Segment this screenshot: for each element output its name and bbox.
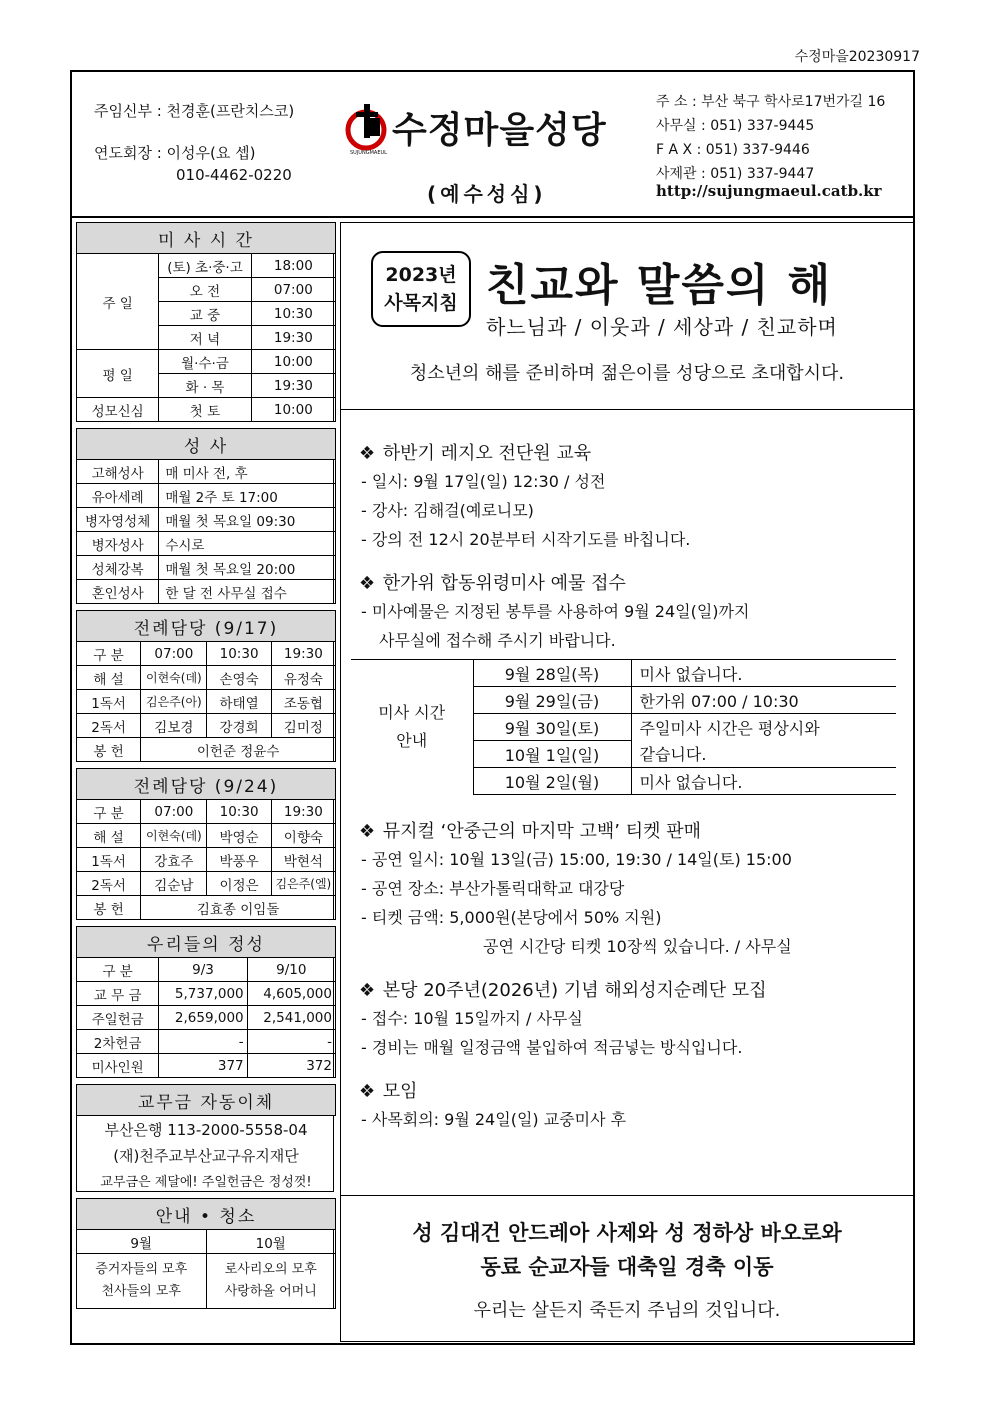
col-header: 07:00 [141, 800, 207, 824]
feast-subtitle: (예수성심) [427, 182, 547, 206]
person: 이현숙(데) [141, 824, 207, 848]
role: 2독서 [77, 872, 141, 896]
sep-groups [77, 1254, 207, 1309]
role: 1독서 [77, 848, 141, 872]
feast-line: 성 김대건 안드레아 사제와 성 정하상 바오로와 [412, 1220, 842, 1245]
cleaning-block [76, 1198, 334, 1309]
mass-time: 07:00 [251, 278, 335, 302]
col-header: 19:30 [271, 800, 335, 824]
bulletin-header [72, 72, 913, 218]
sacrament-desc: 매월 첫 목요일 09:30 [159, 508, 336, 532]
notice-line: - 접수: 10월 15일까지 / 사무실 [361, 1009, 583, 1028]
offering-persons: 이헌준 정윤수 [141, 738, 336, 762]
person: 강경희 [207, 714, 271, 738]
council-label: 연도회장 : 이성우(요 셉) [94, 144, 256, 162]
notice-line: 공연 시간당 티켓 10장씩 있습니다. / 사무실 [483, 937, 792, 956]
notice-title-text: 한가위 합동위령미사 예물 접수 [382, 573, 626, 594]
notice-musical-title [359, 817, 904, 843]
notice-title-text: 모임 [382, 1081, 418, 1102]
pastoral-banner [341, 223, 913, 410]
bullet-icon: ❖ [359, 443, 376, 464]
schedule-note: 미사 없습니다. [631, 768, 896, 795]
pastoral-badge [371, 251, 471, 327]
bullet-icon: ❖ [359, 821, 376, 842]
amount: 2,541,000 [247, 1006, 335, 1030]
notice-line: - 사목회의: 9월 24일(일) 교중미사 후 [361, 1110, 627, 1129]
sacrament-desc: 매 미사 전, 후 [159, 460, 336, 484]
mass-day: 첫 토 [159, 398, 251, 422]
mass-schedule-table [351, 659, 896, 795]
group-name: 천사들의 모후 [101, 1284, 181, 1299]
sacrament-name: 병자영성체 [77, 508, 159, 532]
sacrament-desc: 한 달 전 사무실 접수 [159, 580, 336, 604]
amount: 377 [159, 1054, 247, 1078]
council-phone: 010-4462-0220 [176, 166, 292, 184]
role: 1독서 [77, 690, 141, 714]
liturgy-0917-title: 전례담당 (9/17) [77, 611, 336, 642]
sacrament-desc: 매월 2주 토 17:00 [159, 484, 336, 508]
church-logo-icon [344, 98, 388, 154]
role: 봉 헌 [77, 896, 141, 920]
notice-chuseok-title [359, 569, 904, 595]
person: 유정숙 [271, 666, 335, 690]
auto-transfer-block [76, 1084, 334, 1192]
header-staff [94, 100, 294, 186]
notice-title-text: 본당 20주년(2026년) 기념 해외성지순례단 모집 [382, 980, 767, 1001]
schedule-date: 10월 1일(일) [473, 741, 631, 768]
notice-line: - 강사: 김해걸(예로니모) [361, 501, 534, 520]
mass-times-block [76, 222, 334, 422]
notice-line: - 일시: 9월 17일(일) 12:30 / 성전 [361, 472, 606, 491]
col-header: 07:00 [141, 642, 207, 666]
sidebar [76, 222, 334, 1315]
month-header: 9월 [77, 1230, 207, 1254]
col-header: 9/3 [159, 958, 247, 982]
feast-footer [341, 1195, 913, 1342]
month-header: 10월 [206, 1230, 336, 1254]
transfer-note: 교무금은 제달에! 주일헌금은 정성껏! [100, 1174, 312, 1190]
bullet-icon: ❖ [359, 573, 376, 594]
col-header: 10:30 [207, 642, 271, 666]
notices [359, 429, 904, 1138]
badge-year: 2023년 [385, 264, 457, 286]
col-header: 10:30 [207, 800, 271, 824]
mass-day: 화 · 목 [159, 374, 251, 398]
person: 박현석 [271, 848, 335, 872]
mass-day: 월·수·금 [159, 350, 251, 374]
schedule-note: 주일미사 시간은 평상시와 [639, 718, 820, 738]
notice-title-text: 하반기 레지오 전단원 교육 [382, 443, 592, 464]
offerings-title: 우리들의 정성 [77, 927, 336, 958]
offering-type: 2차헌금 [77, 1030, 159, 1054]
person: 손영숙 [207, 666, 271, 690]
notice-meeting-title [359, 1077, 904, 1103]
person: 김은주(아) [141, 690, 207, 714]
feast-title [341, 1216, 913, 1284]
notice-line: - 티켓 금액: 5,000원(본당에서 50% 지원) [361, 908, 662, 927]
amount: 4,605,000 [247, 982, 335, 1006]
schedule-note: 같습니다. [631, 741, 896, 768]
role: 해 설 [77, 666, 141, 690]
oct-groups [206, 1254, 336, 1309]
sacraments-title: 성 사 [77, 429, 336, 460]
mass-time: 19:30 [251, 374, 335, 398]
notice-line: - 공연 장소: 부산가톨릭대학교 대강당 [361, 879, 625, 898]
mass-time: 18:00 [251, 254, 335, 278]
schedule-date: 10월 2일(월) [473, 768, 631, 795]
label-line: 미사 시간 [378, 703, 446, 723]
schedule-date: 9월 28일(목) [473, 660, 631, 687]
schedule-date: 9월 30일(토) [473, 714, 631, 741]
notice-line: - 경비는 매월 일정금액 불입하여 적금넣는 방식입니다. [361, 1038, 743, 1057]
website-link[interactable]: http://sujungmaeul.catb.kr [656, 182, 882, 200]
person: 하태열 [207, 690, 271, 714]
person: 김순남 [141, 872, 207, 896]
feast-quote: 우리는 살든지 죽든지 주님의 것입니다. [473, 1300, 781, 1321]
notice-line: - 미사예물은 지정된 봉투를 사용하여 9월 24일(일)까지 [361, 602, 750, 621]
person: 김은주(엘) [271, 872, 335, 896]
banner-message: 청소년의 해를 준비하며 젊은이를 성당으로 초대합시다. [409, 363, 845, 384]
amount: - [159, 1030, 247, 1054]
header-contacts [656, 90, 885, 186]
sacraments-block [76, 428, 334, 604]
bulletin-frame [70, 70, 915, 1345]
feast-line: 동료 순교자들 대축일 경축 이동 [480, 1254, 774, 1279]
group-name: 로사리오의 모후 [224, 1262, 317, 1277]
mass-schedule-label [351, 660, 473, 795]
offering-persons: 김효종 이임돌 [141, 896, 336, 920]
mass-time: 19:30 [251, 326, 335, 350]
col-header: 구 분 [77, 800, 141, 824]
bullet-icon: ❖ [359, 980, 376, 1001]
person: 박풍우 [207, 848, 271, 872]
church-logo [344, 98, 644, 158]
notice-line: 사무실에 접수해 주시기 바랍니다. [379, 631, 616, 650]
auto-transfer-title: 교무금 자동이체 [77, 1085, 336, 1116]
notice-pilgrimage-title [359, 976, 904, 1002]
amount: 5,737,000 [159, 982, 247, 1006]
mass-day: 오 전 [159, 278, 251, 302]
main-content [340, 222, 914, 1342]
role: 해 설 [77, 824, 141, 848]
person: 이향숙 [271, 824, 335, 848]
mass-day: (토) 초·중·고 [159, 254, 251, 278]
sacrament-desc: 매월 첫 목요일 20:00 [159, 556, 336, 580]
group-name: 증거자들의 모후 [95, 1262, 188, 1277]
mass-time: 10:30 [251, 302, 335, 326]
sacrament-name: 고해성사 [77, 460, 159, 484]
person: 김보경 [141, 714, 207, 738]
logo-caption: SUJUNGMAEUL [350, 150, 387, 156]
col-header: 구 분 [77, 642, 141, 666]
person: 박영순 [207, 824, 271, 848]
notice-line: - 공연 일시: 10월 13일(금) 15:00, 19:30 / 14일(토) 15:00 [361, 850, 792, 869]
notice-title-text: 뮤지컬 ‘안중근의 마지막 고백’ 티켓 판매 [382, 821, 701, 842]
document-id: 수정마을20230917 [794, 49, 920, 65]
banner-subtitle: 하느님과 / 이웃과 / 세상과 / 친교하며 [486, 315, 838, 339]
liturgy-0924-block [76, 768, 334, 920]
role: 봉 헌 [77, 738, 141, 762]
church-name: 수정마을성당 [392, 110, 607, 151]
pastor-label: 주임신부 : 천경훈(프란치스코) [94, 102, 295, 120]
schedule-note: 미사 없습니다. [631, 660, 896, 687]
badge-text: 사목지침 [384, 292, 458, 314]
sunday-label: 주 일 [77, 254, 159, 350]
address: 주 소 : 부산 북구 학사로17번가길 16 [656, 94, 886, 110]
amount: 372 [247, 1054, 335, 1078]
person: 이정은 [207, 872, 271, 896]
person: 강효주 [141, 848, 207, 872]
col-header: 구 분 [77, 958, 159, 982]
liturgy-0924-title: 전례담당 (9/24) [77, 769, 336, 800]
mass-time: 10:00 [251, 350, 335, 374]
sacrament-name: 혼인성사 [77, 580, 159, 604]
mass-time: 10:00 [251, 398, 335, 422]
fax: F A X : 051) 337-9446 [656, 142, 810, 158]
mass-day: 저 녁 [159, 326, 251, 350]
label-line: 안내 [396, 731, 428, 751]
col-header: 19:30 [271, 642, 335, 666]
person: 조동협 [271, 690, 335, 714]
marian-label: 성모신심 [77, 398, 159, 422]
notice-line: - 강의 전 12시 20분부터 시작기도를 바칩니다. [361, 530, 691, 549]
sacrament-name: 병자성사 [77, 532, 159, 556]
office-phone: 사무실 : 051) 337-9445 [656, 118, 815, 134]
person: 김미정 [271, 714, 335, 738]
banner-title: 친교와 말씀의 해 [486, 260, 833, 311]
notice-legio-title [359, 439, 904, 465]
schedule-date: 9월 29일(금) [473, 687, 631, 714]
rectory-phone: 사제관 : 051) 337-9447 [656, 166, 815, 182]
amount: - [247, 1030, 335, 1054]
cleaning-title: 안내 • 청소 [77, 1199, 336, 1230]
liturgy-0917-block [76, 610, 334, 762]
mass-times-title: 미 사 시 간 [77, 223, 336, 254]
bullet-icon: ❖ [359, 1081, 376, 1102]
sacrament-desc: 수시로 [159, 532, 336, 556]
sacrament-name: 유아세례 [77, 484, 159, 508]
weekday-label: 평 일 [77, 350, 159, 398]
role: 2독서 [77, 714, 141, 738]
offering-type: 교 무 금 [77, 982, 159, 1006]
amount: 2,659,000 [159, 1006, 247, 1030]
account-holder: (재)천주교부산교구유지재단 [113, 1146, 299, 1165]
schedule-note: 한가위 07:00 / 10:30 [631, 687, 896, 714]
col-header: 9/10 [247, 958, 335, 982]
offering-type: 주일헌금 [77, 1006, 159, 1030]
offerings-block [76, 926, 334, 1078]
bank-account: 부산은행 113-2000-5558-04 [104, 1120, 308, 1139]
sacrament-name: 성체강복 [77, 556, 159, 580]
mass-day: 교 중 [159, 302, 251, 326]
group-name: 사랑하올 어머니 [224, 1284, 317, 1299]
person: 이현숙(데) [141, 666, 207, 690]
offering-type: 미사인원 [77, 1054, 159, 1078]
